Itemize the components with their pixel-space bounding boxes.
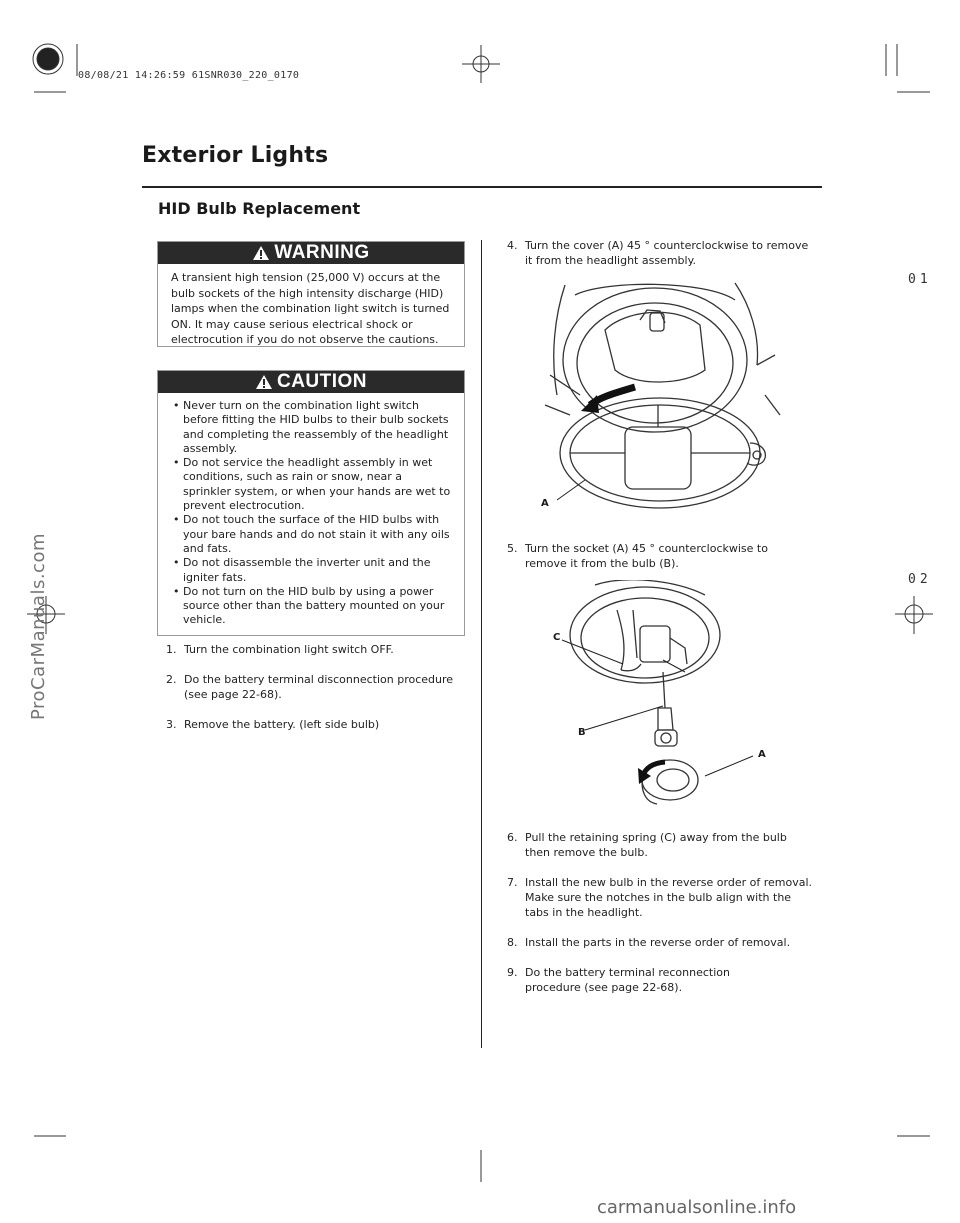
step-5 <box>507 541 817 571</box>
caution-label: CAUTION <box>276 371 368 392</box>
step-item <box>507 935 817 950</box>
warning-box <box>157 241 465 347</box>
margin-code-2: 02 <box>908 572 932 587</box>
step-text: Pull the retaining spring (C) away from the bulb then remove the bulb. <box>525 831 787 859</box>
step-number: 4. <box>507 239 518 252</box>
bottom-watermark: carmanualsonline.info <box>597 1197 797 1218</box>
step-number: 9. <box>507 966 518 979</box>
step-text: Remove the battery. (left side bulb) <box>184 718 380 731</box>
figure1-callout-a: A <box>541 498 549 509</box>
socket-bulb-figure <box>545 580 775 810</box>
title-divider <box>142 186 822 188</box>
step-item <box>507 238 817 268</box>
step-item <box>507 965 817 995</box>
warning-text: A transient high tension (25,000 V) occurs at the bulb sockets of the high intensity discharge (HID) lamps when the combination light switch is turned ON. It may cause serious electrical shock or electrocution if you do not observe the cautions. <box>171 271 450 347</box>
caution-box <box>157 370 465 636</box>
step-item <box>166 717 466 732</box>
step-text: Turn the cover (A) 45 ° counterclockwise to remove it from the headlight assembly. <box>525 239 809 267</box>
step-item <box>166 642 466 657</box>
procedure-steps-left <box>166 642 466 732</box>
caution-header <box>158 371 464 393</box>
page-title: Exterior Lights <box>142 143 329 168</box>
column-divider <box>481 240 482 1048</box>
caution-item: • Do not service the headlight assembly in wet conditions, such as rain or snow, near a sprinkler system, or when your hands are wet to prevent electrocution. <box>170 456 452 513</box>
caution-item: • Do not turn on the HID bulb by using a power source other than the battery mounted on your vehicle. <box>170 585 452 628</box>
step-item <box>507 541 817 571</box>
step-item <box>507 875 817 920</box>
caution-item: • Never turn on the combination light switch before fitting the HID bulbs to their bulb sockets and completing the reassembly of the headlight assembly. <box>170 399 452 456</box>
step-text: Do the battery terminal disconnection procedure (see page 22-68). <box>184 673 454 701</box>
step-text: Install the parts in the reverse order of removal. <box>525 936 791 949</box>
figure2-callout-c: C <box>553 632 561 643</box>
step-number: 8. <box>507 936 518 949</box>
warning-header <box>158 242 464 264</box>
step-number: 3. <box>166 718 177 731</box>
warning-triangle-icon <box>252 245 270 261</box>
step-text: Turn the socket (A) 45 ° counterclockwise to remove it from the bulb (B). <box>525 542 768 570</box>
step-text: Turn the combination light switch OFF. <box>184 643 394 656</box>
step-text: Install the new bulb in the reverse order of removal. Make sure the notches in the bulb align with the tabs in the headlight. <box>525 876 813 919</box>
figure2-callout-b: B <box>578 727 586 738</box>
caution-triangle-icon <box>255 374 273 390</box>
step-item <box>166 672 466 702</box>
side-watermark: ProCarManuals.com <box>28 532 49 720</box>
step-item <box>507 830 817 860</box>
margin-code-1: 01 <box>908 272 932 287</box>
headlight-cover-figure <box>535 275 785 520</box>
caution-list <box>158 393 464 628</box>
step-4 <box>507 238 817 268</box>
step-number: 5. <box>507 542 518 555</box>
procedure-steps-right <box>507 830 817 995</box>
figure2-callout-a: A <box>758 749 766 760</box>
step-number: 2. <box>166 673 177 686</box>
step-number: 7. <box>507 876 518 889</box>
section-title: HID Bulb Replacement <box>158 199 361 218</box>
warning-label: WARNING <box>274 242 370 263</box>
caution-item: • Do not touch the surface of the HID bulbs with your bare hands and do not stain it with any oils and fats. <box>170 513 452 556</box>
step-text: Do the battery terminal reconnection procedure (see page 22-68). <box>525 966 730 994</box>
step-number: 6. <box>507 831 518 844</box>
caution-item: • Do not disassemble the inverter unit and the igniter fats. <box>170 556 452 585</box>
step-number: 1. <box>166 643 177 656</box>
print-stamp: 08/08/21 14:26:59 61SNR030_220_0170 <box>78 70 300 81</box>
